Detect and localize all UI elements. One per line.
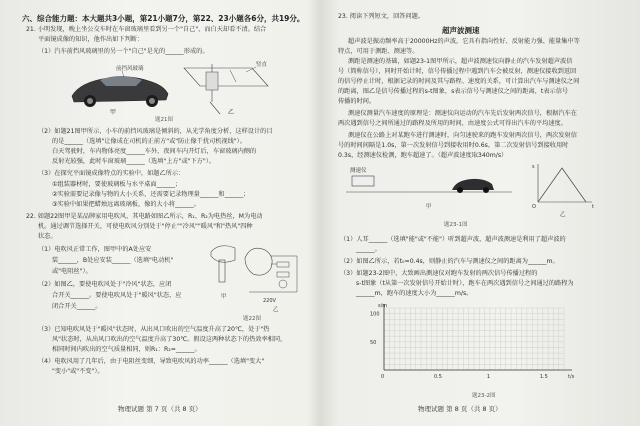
figure-22-caption: 题22图: [243, 316, 261, 322]
passage-line: 超声波是振动频率高于20000Hz的声波，它具有指向性好、反射能力强、能量集中等: [348, 38, 580, 45]
q21-line: （3）在探究平面镜成像特点的实验中，如题乙所示：: [38, 170, 185, 177]
fig22-label-b: 乙: [273, 307, 279, 313]
q21-line: （1）汽车前挡风玻璃里的另一个"自己"是光的______形成的。: [38, 48, 209, 55]
y-axis-label: s/m: [378, 303, 388, 309]
q22-line: 机。通过调节选择开关，可使电吹风分别处于"停止""冷风""暖风"和"热风"四种: [38, 223, 253, 230]
figure-23-1: [342, 160, 602, 224]
q22-line: 状态。: [38, 233, 57, 240]
q22-line: 闭合开关______。: [52, 303, 102, 310]
passage-line: 的距离，图乙是信号传播过程的s-t图象，s表示信号与测速仪之间的距离，t表示信号: [338, 88, 569, 95]
right-page: [322, 0, 640, 426]
figure-23-2-chart: [356, 302, 586, 394]
fig-label-b: 乙: [228, 109, 235, 116]
figure-23-2-caption: 题23-2图: [472, 393, 496, 399]
q22-line: 风"状态时，从出风口吹出的空气温度升高了30℃。假设这两种状态下的热效率相同，: [52, 336, 287, 343]
left-page: [0, 0, 318, 426]
q21-line: （2）如题21图甲所示，小车的前挡风玻璃是倾斜的，从光学角度分析，这样设计的目: [38, 128, 273, 135]
st-graph: [532, 164, 594, 218]
figure-23-1-caption: 题23-1图: [444, 222, 468, 228]
passage-line: 传播的时间。: [338, 98, 376, 105]
page-footer: 物理试题 第 7 页（共 8 页）: [118, 405, 202, 413]
hairdryer-drawing: [211, 246, 235, 300]
section-header: 六、综合能力题：本大题共3小题，第21小题7分，第22、23小题各6分，共19分。: [22, 14, 305, 23]
q22-line: 合开关______。要使电吹风处于"暖风"状态，应: [52, 292, 182, 299]
x-axis-label: t/s: [568, 374, 575, 380]
q23-line: （2）如图乙所示，若t₀=0.4s，则静止的汽车与测速仪之间的距离为______m。: [340, 258, 559, 265]
passage-line: 号的时间间隔是1.0s，第一次发射信号到接收用时0.6s，第二次发射信号到接收用时: [338, 142, 569, 149]
passage-line: 号（简称信号），同时开始计时，信号传播过程中遇到汽车会被反射，测速仪接收到返回: [338, 68, 577, 75]
x-tick-label: 0: [381, 374, 385, 380]
car-illustration: [72, 76, 168, 107]
q21-line: ③实验中如果把蜡烛远离玻璃板，像的大小将______。: [52, 201, 200, 208]
y-tick-label: 100: [370, 311, 380, 318]
q21-line: 的是______（选填"让像成在司机的正前方"或"防止像干扰司机视线"）。: [52, 138, 246, 145]
q23-line: s-t图象（t从第一次发射信号开始计时），跑车在两次遇到信号之间通过的路程为: [356, 280, 574, 287]
q23-line: ______。: [356, 246, 381, 253]
figure-21-caption: 题21图: [155, 117, 173, 123]
q23-line: ______m，跑车的速度大小为______m/s。: [356, 290, 473, 297]
fig-label-a: 甲: [110, 109, 117, 116]
fig23-label-b: 乙: [560, 212, 566, 218]
x-tick-label: 0.5: [433, 374, 442, 380]
q23-line: （1）人耳______（选填"能"或"不能"）听到超声波，超声波测速是利用了超声波的: [340, 236, 566, 243]
fig23-label-a: 甲: [426, 204, 432, 210]
passage-line: 的信号停止计时，根据记录的时间及其与路程、速度的关系，可计算出汽车与测速仪之间: [338, 78, 580, 85]
passage-line: 0.3s，经测速仪检测，跑车超速了。（超声波速度取340m/s）: [338, 152, 508, 159]
y-tick-label: 50: [370, 339, 377, 346]
passage-title: 超声波测速: [442, 26, 480, 35]
glass-plate-setup: [184, 60, 268, 114]
q21-line: ②实验需要记录像与物的大小关系，还需要记录物理量______和______；: [52, 191, 250, 198]
passage-line: 测距是测速的基础，如题23-1图甲所示，超声波测速仪向静止的汽车发射超声波信: [348, 58, 573, 65]
fig22-voltage: 220V: [263, 298, 276, 304]
q21-line: ①组装器材时，要使玻璃板与水平桌面______；: [52, 181, 182, 188]
q22-line: （2）如图乙，要使电吹风处于"冷风"状态，应闭: [38, 281, 172, 288]
axis-s: s: [532, 164, 535, 170]
q21-line: 21. 小明发现，晚上坐公交车时在车窗玻璃里看到另一个"自己"，而白天却看不清。结合: [26, 26, 267, 33]
x-tick-label: 1: [486, 374, 491, 380]
hairdryer-circuit: [245, 248, 297, 313]
q22-line: 相同时间内吹出的空气质量相同，则R₁：R₂=______。: [52, 346, 201, 353]
q22-line: 装______，B处应安装______（选填"电动机": [52, 257, 174, 264]
q22-line: 22. 如题22图甲是某品牌家用电吹风，其电路如图乙所示，R₁、R₂为电热丝，M为电动: [26, 213, 263, 220]
figure-22: [205, 238, 305, 314]
q22-line: （3）已知电吹风处于"暖风"状态时，从出风口吹出的空气温度升高了20℃，处于"热: [38, 326, 270, 333]
passage-line: 两次遇到信号之间所通过的路程及所用的时间，由速度公式可得出汽车的平均速度。: [338, 120, 567, 127]
q21-line: 白天驾驶时，车内物体亮度______车外，夜间车内开灯后，车窗玻璃内侧的: [52, 148, 257, 155]
x-tick-label: 1.5: [539, 374, 548, 380]
passage-line: 测速仪在公路上对某跑车进行测速时，向匀速驶来的跑车发射两次信号，两次发射信: [348, 132, 577, 139]
figure-21: [60, 58, 290, 118]
fig22-label-a: 甲: [221, 294, 227, 300]
q21-line: 反射光较强，此时车窗玻璃______（选填"上方"或"下方"）。: [52, 158, 215, 165]
q22-line: 或"电阻丝"）。: [52, 268, 92, 275]
q23-lead: 23. 阅读下列短文，回答问题。: [338, 13, 425, 20]
q23-line: （3）如题23-2图中，大致画出测速仪对跑车发射的两次信号传播过程的: [340, 270, 538, 277]
passage-line: 特点，可用于测距、测速等。: [338, 48, 419, 55]
q22-line: "变小"或"不变"）。: [52, 368, 104, 375]
speed-gun-setup: [346, 166, 512, 210]
q22-line: （4）电吹风用了几年后，由于电阻丝变细，导致电吹风的功率______（选填"变大": [38, 358, 265, 365]
device-label: 测速仪: [350, 168, 367, 174]
vertical-label: 竖直: [256, 62, 268, 68]
q22-line: （1）电吹风正常工作，图甲中的A处应安: [38, 246, 152, 253]
passage-line: 测速仪测量汽车速度的原理是：测速仪向运动的汽车先后发射两次信号，根据汽车在: [348, 110, 577, 117]
q21-line: 平面镜成像的知识，他作出如下判断：: [38, 36, 144, 43]
axis-t: t: [592, 204, 594, 210]
origin: O: [532, 204, 536, 210]
glass-label: 前挡风玻璃: [116, 66, 144, 72]
page-footer: 物理试题 第 8 页（共 8 页）: [418, 405, 502, 413]
